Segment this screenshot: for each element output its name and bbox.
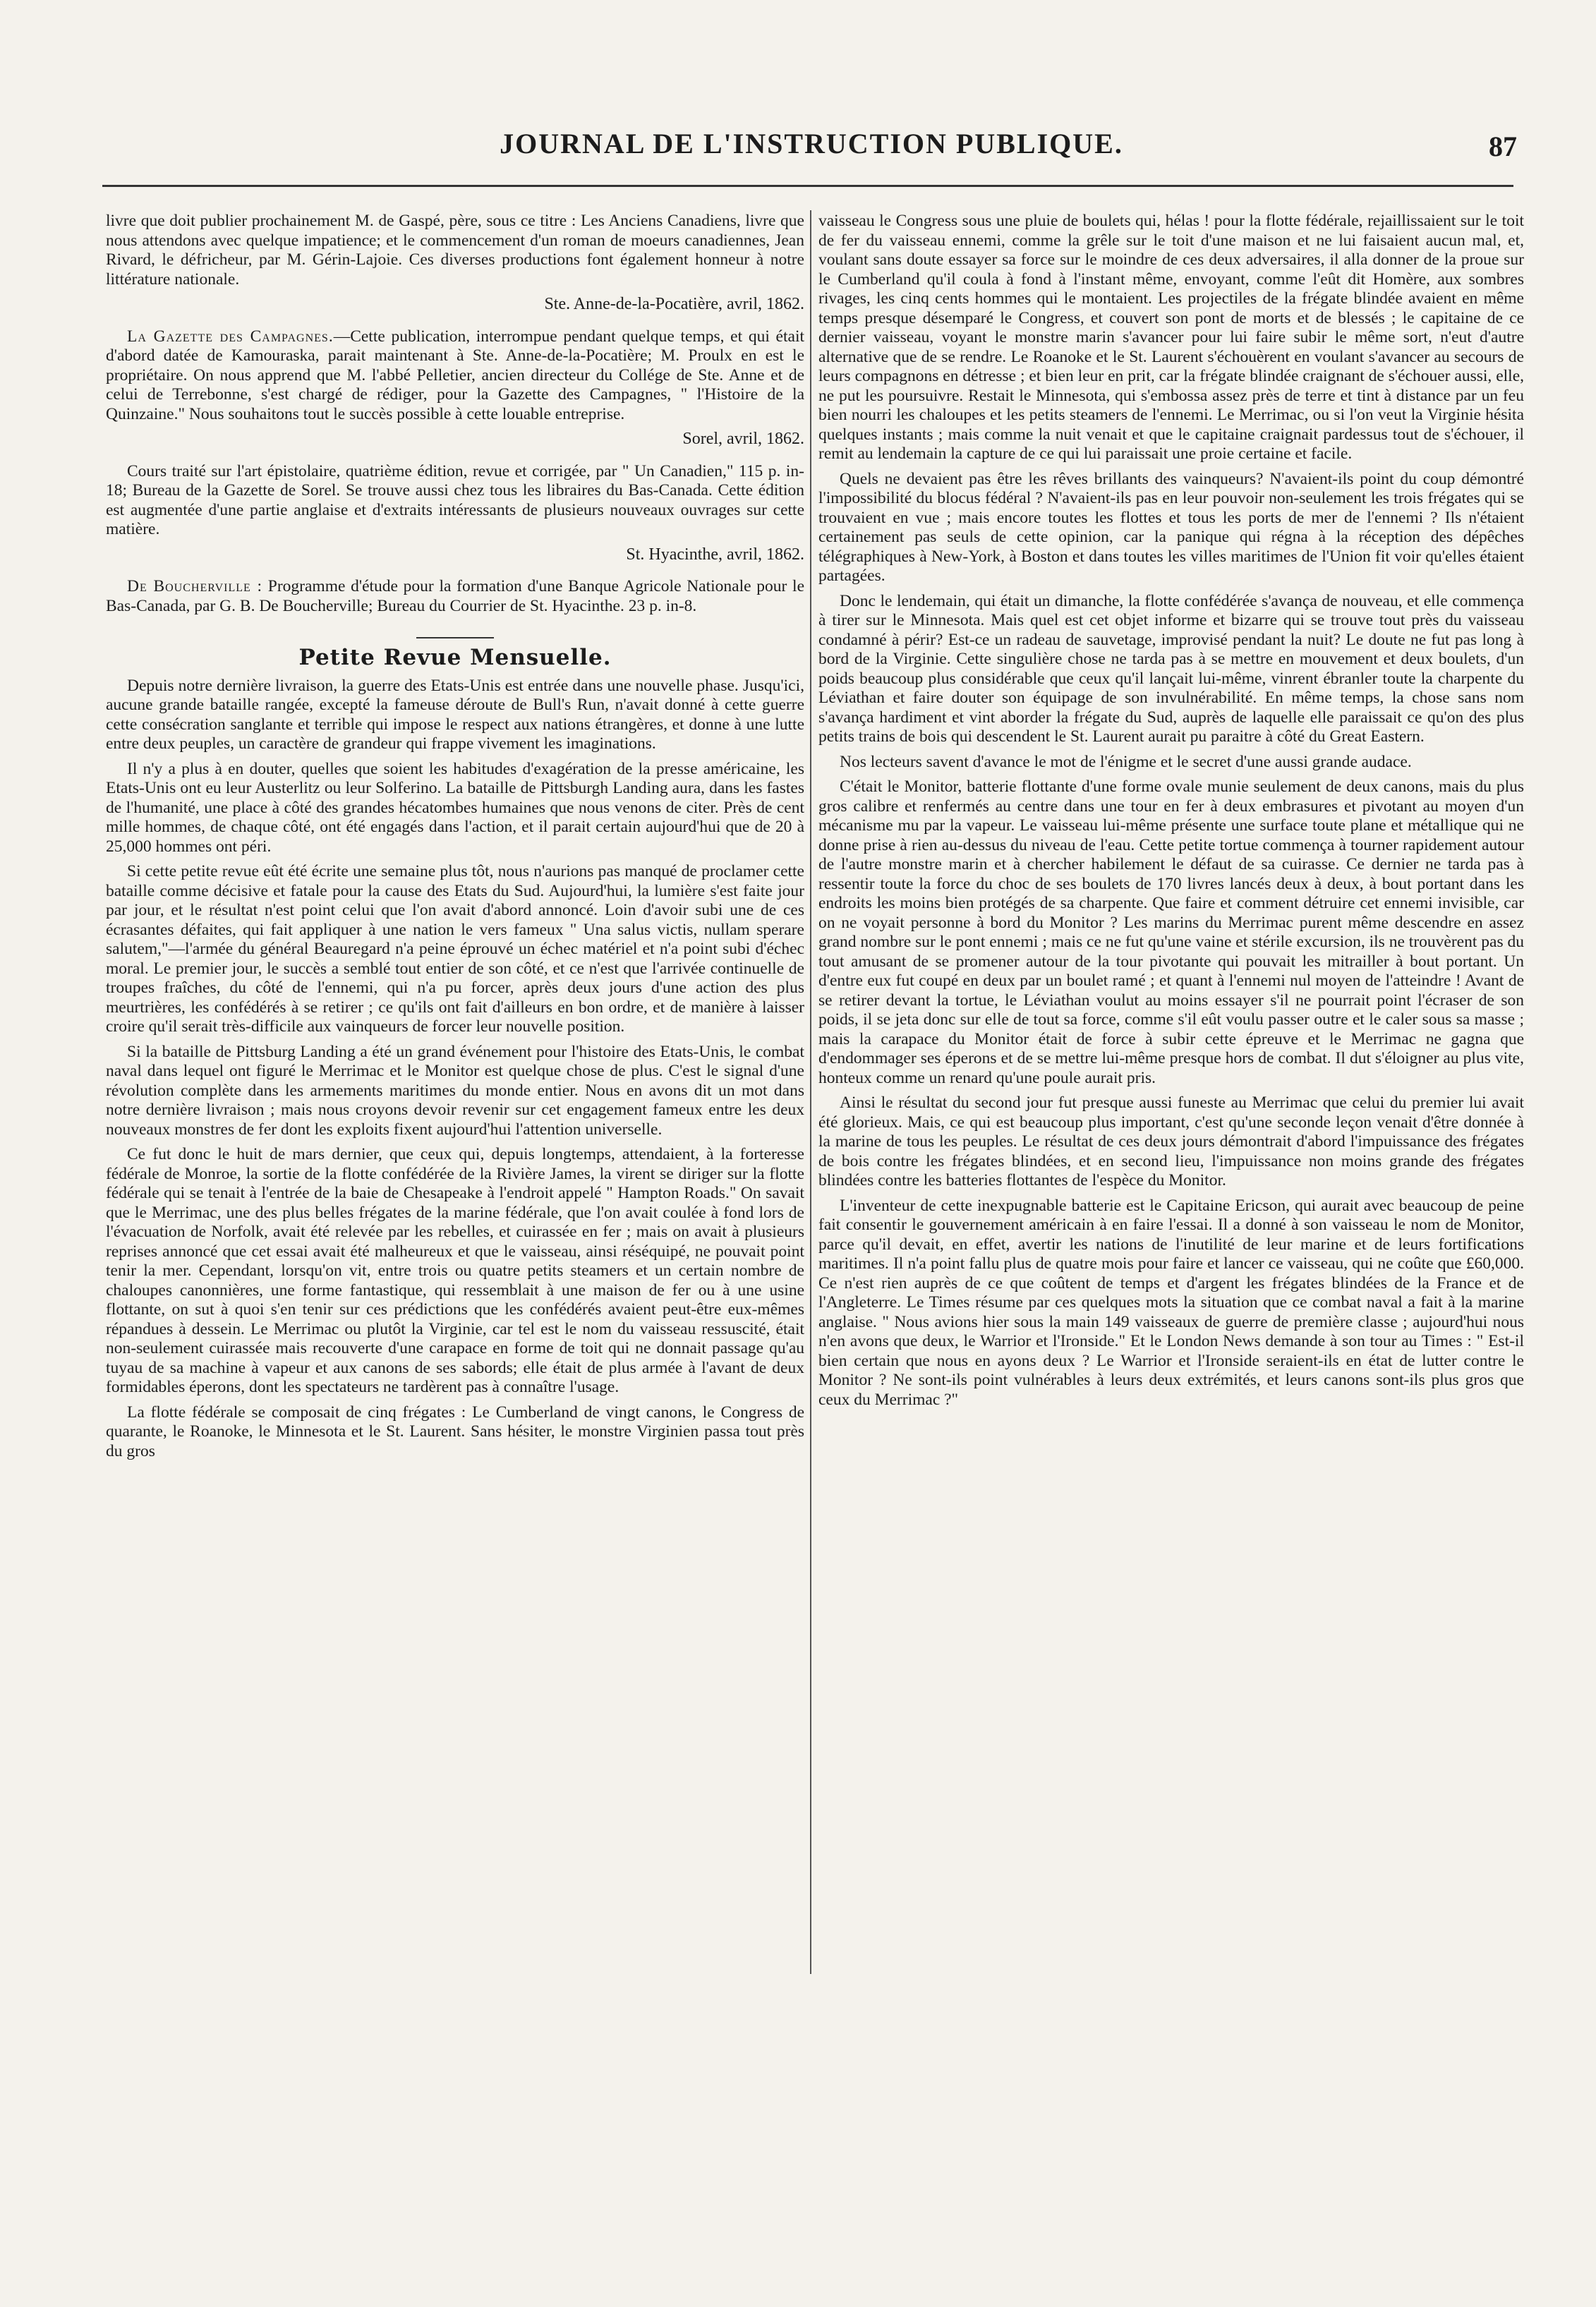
paragraph: C'était le Monitor, batterie flottante d'une forme ovale munie seulement de deux canons, mais du plus gros calibre et renfermés au centre dans une tour en fer à deux embrasures et pivotant au moyen d'un mécanisme mu par la vapeur. Le vaisseau lui-même présente une surface toute plane et métallique qui ne donne prise à rien au-dessus du niveau de l'eau. Cette petite tortue commença à tourner rapidement autour de l'autre monstre marin et à chercher habilement le défaut de sa cuirasse. Ce dernier ne tarda pas à ressentir toute la force du choc de ses boulets de 170 livres lancés deux à deux, à bout portant dans les endroits les moins bien protégés de sa charpente. Que faire et comment détruire cet ennemi invisible, car on ne voyait personne à bord du Monitor ? Les marins du Merrimac purent même descendre en assez grand nombre sur le pont ennemi ; mais ce ne fut qu'une vaine et stérile excursion, ils ne trouvèrent pas du tout amusant de se promener autour de la tour pivotante qui pouvait les mitrailler à bout portant. Un d'entre eux fut coupé en deux par un boulet ramé ; et quant à l'ennemi nul moyen de l'atteindre ! Avant de se retirer devant la tortue, le Léviathan voulut au moins essayer s'il ne pourrait point l'écraser de son poids, il se jeta donc sur elle de tout sa force, comme s'il eût voulu passer outre et le caler sous sa masse ; mais la carapace du Monitor était de force à subir cette épreuve et le Merrimac ne gagna que d'endommager ses éperons et de se mettre lui-même presque hors de combat. Il dut s'éloigner au plus vite, honteux comme un renard qu'une poule aurait pris. — [818, 777, 1524, 1087]
paragraph: Depuis notre dernière livraison, la guerre des Etats-Unis est entrée dans une nouvelle phase. Jusqu'ici, aucune grande bataille rangée, excepté la fameuse déroute de Bull's Run, n'avait donné à cette guerre cette consécration sanglante et terrible qui impose le respect aux nations étrangères, et donne à une lutte entre deux peuples, un caractère de grandeur qui frappe vivement les imaginations. — [106, 676, 804, 753]
paragraph: Ce fut donc le huit de mars dernier, que ceux qui, depuis longtemps, attendaient, à la forteresse fédérale de Monroe, la sortie de la flotte confédérée de la Rivière James, la virent se diriger sur la flotte fédérale qui se tenait à l'entrée de la baie de Chesapeake à l'endroit appelé " Hampton Roads." On savait que le Merrimac, une des plus belles frégates de la marine fédérale, que l'on avait coulée à fond lors de l'évacuation de Norfolk, avait été relevée par les rebelles, et cuirassée en fer ; mais on avait à plusieurs reprises annoncé que cet essai avait été malheureux et que le vaisseau, ainsi réséquipé, ne pouvait point tenir la mer. Cependant, lorsqu'on vit, entre trois ou quatre petits steamers et un certain nombre de chaloupes canonnières, une forme fantastique, qui ressemblait à une maison de fer ou à une usine flottante, on sut à quoi s'en tenir sur ces prédictions que les confédérés avaient peut-être eux-mêmes répandues à dessein. Le Merrimac ou plutôt la Virginie, car tel est le nom du vaisseau ressuscité, était non-seulement cuirassée mais recouverte d'une carapace en forme de toit qui ne donnait passage qu'au tuyau de sa machine à vapeur et aux canons de ses sabords; elle était de plus armée à l'avant de deux formidables éperons, dont les spectateurs ne tardèrent pas à connaître l'usage. — [106, 1145, 804, 1396]
entry-text: —Cette publication, interrompue pendant quelque temps, et qui était d'abord datée de Kamouraska, parait maintenant à Ste. Anne-de-la-Pocatière; M. Proulx en est le propriétaire. On nous apprend que M. l'abbé Pelletier, ancien directeur du Collége de Ste. Anne et de celui de Terrebonne, s'est chargé de rédiger, pour la Gazette des Campagnes, " l'Histoire de la Quinzaine." Nous souhaitons tout le succès possible à cette louable entreprise. — [106, 327, 804, 423]
running-head — [106, 127, 1517, 169]
column-divider — [810, 210, 811, 1974]
paragraph: Si la bataille de Pittsburg Landing a été un grand événement pour l'histoire des Etats-Unis, le combat naval dans lequel ont figuré le Merrimac et le Monitor est quelque chose de plus. C'est le signal d'une révolution complète dans les armements maritimes du monde entier. Nous en avons dit un mot dans notre dernière livraison ; mais nous croyons devoir revenir sur cet engagement fameux entre les deux nouveaux monstres de fer dont les exploits fixent aujourd'hui l'attention universelle. — [106, 1042, 804, 1139]
paragraph: Si cette petite revue eût été écrite une semaine plus tôt, nous n'aurions pas manqué de proclamer cette bataille comme décisive et fatale pour la cause des Etats du Sud. Aujourd'hui, la lumière s'est faite jour par jour, et le résultat n'est point celui que l'on avait d'abord annoncé. Loin d'avoir subi une de ces écrasantes défaites, qui fait appliquer à une nation le vers fameux " Una salus victis, nullam sperare salutem,"—l'armée du général Beauregard n'a peine éprouvé un échec matériel et n'a point subi d'échec moral. Le premier jour, le succès a semblé tout entier de son côté, et ce n'est que l'arrivée continuelle de troupes fraîches, du côté de l'ennemi, qui n'a pu forcer, après deux jours d'une action des plus meurtrières, les confédérés à se retirer ; ce qu'ils ont fait d'ailleurs en bon ordre, et de manière à laisser croire qu'il serait très-difficile aux vainqueurs de forcer leur nouvelle position. — [106, 862, 804, 1036]
header-rule — [102, 185, 1513, 187]
paragraph: L'inventeur de cette inexpugnable batterie est le Capitaine Ericson, qui aurait avec beaucoup de peine fait consentir le gouvernement américain à en faire l'essai. Il a donné à son vaisseau le nom de Monitor, parce qu'il devait, en effet, avertir les nations de l'inutilité de leur marine et de leurs fortifications maritimes. Il n'a point fallu plus de quatre mois pour faire et lancer ce vaisseau, qui ne coûte que £60,000. Ce n'est rien auprès de ce que coûtent de temps et d'argent les frégates blindées de la France et de l'Angleterre. Le Times résume par ces quelques mots la situation que ce combat naval a fait à la marine anglaise. " Nous avions hier sous la main 149 vaisseaux de guerre de première classe ; aujourd'hui nous n'en avons que deux, le Warrior et l'Ironside." Et le London News demande à son tour au Times : " Est-il bien certain que nous en ayons deux ? Le Warrior et l'Ironside seraient-ils en état de lutter contre le Monitor ? Ne sont-ils point vulnérables à leurs deux extrémités, et leurs canons sont-ils plus gros que ceux du Merrimac ?" — [818, 1196, 1524, 1409]
journal-title: JOURNAL DE L'INSTRUCTION PUBLIQUE. — [500, 128, 1123, 159]
paragraph: vaisseau le Congress sous une pluie de boulets qui, hélas ! pour la flotte fédérale, rejaillissaient sur le toit de fer du vaisseau ennemi, comme la grêle sur le toit d'une maison et ne lui faisaient aucun mal, et, voulant sans doute essayer sa force sur le moindre de ces deux adversaires, il alla donner de la proue sur le Cumberland qu'il coula à fond à l'instant même, envoyant, comme l'eût dit Homère, aux sombres rivages, les cinq cents hommes qui le montaient. Les projectiles de la frégate blindée avaient en même temps presque désemparé le Congress, et couvert son pont de morts et de blessés ; le capitaine de ce dernier vaisseau, voyant le monstre marin s'avancer pour lui faire subir le même sort, n'eut d'autre alternative que de se rendre. Le Roanoke et le St. Laurent s'échouèrent en voulant s'avancer au secours de leurs compagnons en détresse ; et bien leur en prit, car la frégate blindée craignant de s'échouer aussi, elle, ne put les poursuivre. Restait le Minnesota, qui s'embossa assez près de terre et tint à distance par un feu bien nourri les chaloupes et les petits steamers de l'ennemi. Le Merrimac, ou si l'on veut la Virginie hésita quelques instants ; mais comme la nuit venait et que le capitaine craignait pardessus tout de s'échouer, il remit au lendemain la capture de ce qui lui paraissait une proie certaine et facile. — [818, 212, 1524, 463]
section-title: Petite Revue Mensuelle. — [298, 645, 612, 670]
dateline: Ste. Anne-de-la-Pocatière, avril, 1862. — [544, 295, 804, 313]
paragraph: Quels ne devaient pas être les rêves brillants des vainqueurs? N'avaient-ils point du coup démontré l'impossibilité du blocus fédéral ? N'avaient-ils pas en leur pouvoir non-seulement les trois frégates qui se trouvaient en vue ; mais encore toutes les flottes et tous les ports de mer de l'ennemi ? Ils n'étaient certainement pas seuls de cette opinion, car la panique qui régna à la réception des dépêches télégraphiques à New-York, à Boston et dans toutes les villes maritimes de l'Union fit voir qu'elles étaient partagées. — [818, 469, 1524, 585]
paragraph: Il n'y a plus à en douter, quelles que soient les habitudes d'exagération de la presse américaine, les Etats-Unis ont eu leur Austerlitz ou leur Solferino. La bataille de Pittsburgh Landing aura, dans les fastes de l'humanité, une place à côté des grandes hécatombes humaines que nous venons de citer. Près de cent mille hommes, de chaque côté, ont été engagés dans l'action, et il parait certain aujourd'hui que de 20 à 25,000 hommes ont péri. — [106, 759, 804, 856]
right-column — [818, 212, 1524, 1415]
left-column — [106, 212, 804, 1467]
entry-lead: De Boucherville : — [127, 577, 263, 595]
entry-text: Programme d'étude pour la formation d'une Banque Agricole Nationale pour le Bas-Canada, par G. B. De Boucherville; Bureau du Courrier de St. Hyacinthe. 23 p. in-8. — [106, 577, 804, 615]
paragraph: Cours traité sur l'art épistolaire, quatrième édition, revue et corrigée, par " Un Canadien," 115 p. in-18; Bureau de la Gazette de Sorel. Se trouve aussi chez tous les libraires du Bas-Canada. Cette édition est augmentée d'une partie anglaise et d'extraits intéressants de plusieurs nouveaux ouvrages sur cette matière. — [106, 461, 804, 538]
dateline: St. Hyacinthe, avril, 1862. — [626, 545, 804, 564]
dateline: Sorel, avril, 1862. — [682, 430, 804, 448]
paragraph — [106, 577, 804, 616]
paragraph: Donc le lendemain, qui était un dimanche, la flotte confédérée s'avança de nouveau, et elle commença à tirer sur le Minnesota. Mais quel est cet objet informe et bizarre qui se trouve tout près du vaisseau condamné à périr? Est-ce un radeau de sauvetage, improvisé pendant la nuit? Le doute ne fut pas long à bord de la Virginie. Cette singulière chose ne tarda pas à se mettre en mouvement et deux boulets, d'un poids beaucoup plus considérable que ceux qu'il lançait lui-même, vinrent ébranler toute la charpente du Léviathan et faire douter son équipage de son invulnérabilité. En même temps, la chose sans nom s'avança hardiment et vint aborder la frégate du Sud, auprès de laquelle elle paraissait ce qu'on des plus petits trains de bois qui descendent le St. Laurent aurait pu paraitre à côté du Great Eastern. — [818, 591, 1524, 746]
paragraph: La flotte fédérale se composait de cinq frégates : Le Cumberland de vingt canons, le Congress de quarante, le Roanoke, le Minnesota et le St. Laurent. Sans hésiter, le monstre Virginien passa tout près du gros — [106, 1403, 804, 1460]
entry-lead: La Gazette des Campagnes. — [127, 327, 334, 346]
paragraph — [106, 327, 804, 425]
paragraph: Nos lecteurs savent d'avance le mot de l'énigme et le secret d'une aussi grande audace. — [840, 752, 1412, 771]
paragraph: Ainsi le résultat du second jour fut presque aussi funeste au Merrimac que celui du premier lui avait été glorieux. Mais, ce qui est beaucoup plus important, c'est qu'une seconde leçon venait d'être donnée à la marine de tous les peuples. Le résultat de ces deux jours démontrait d'abord l'impuissance des frégates de bois contre les frégates blindées, et en second lieu, l'impuissance non moins grande des frégates blindées contre les batteries flottantes de l'espèce du Monitor. — [818, 1094, 1524, 1189]
section-divider — [416, 637, 494, 638]
paragraph: livre que doit publier prochainement M. de Gaspé, père, sous ce titre : Les Anciens Canadiens, livre que nous attendons avec quelque impatience; et le commencement d'un roman de moeurs canadiennes, Jean Rivard, le défricheur, par M. Gérin-Lajoie. Ces diverses productions font également honneur à notre littérature nationale. — [106, 212, 804, 289]
page-number: 87 — [1489, 131, 1517, 162]
